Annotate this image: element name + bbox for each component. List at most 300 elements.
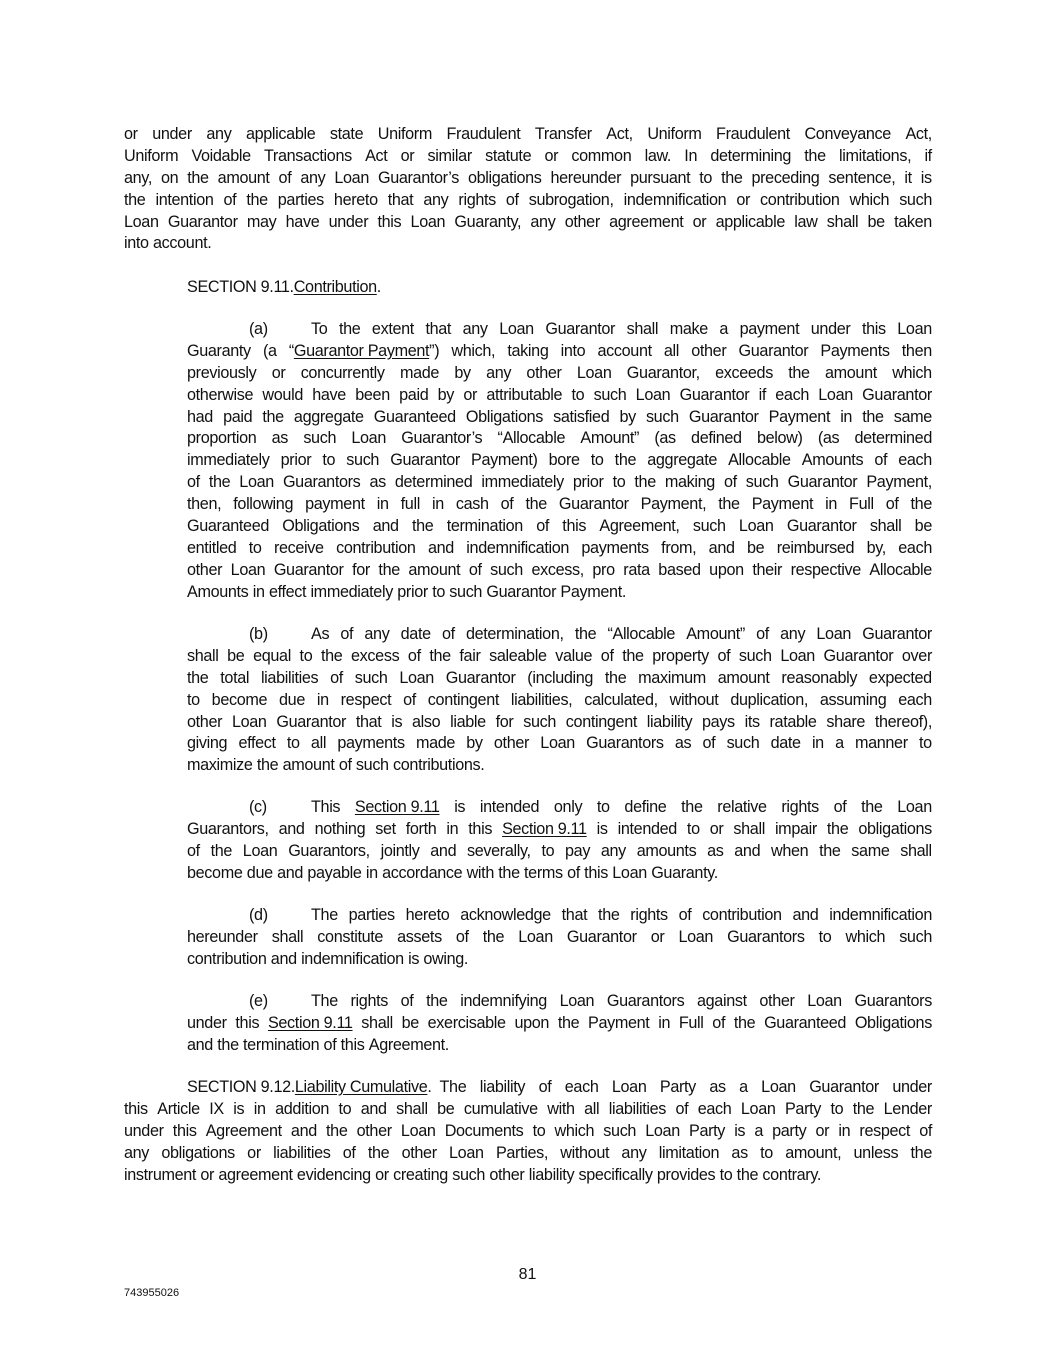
section-9-11-heading: [187, 277, 381, 299]
word: [224, 190, 237, 212]
word: [558, 1013, 579, 1035]
word: [707, 841, 723, 863]
word-text: terms: [524, 863, 563, 882]
word-text: to: [686, 819, 700, 838]
word-text: the: [733, 1013, 756, 1032]
word: [703, 733, 716, 755]
word-text: pursuant: [630, 168, 691, 187]
word-text: due: [246, 863, 273, 882]
word: [391, 712, 402, 734]
word: [691, 341, 726, 363]
word: [772, 1121, 806, 1143]
word: [679, 905, 692, 927]
word: [153, 233, 211, 255]
word-text: respect: [340, 690, 392, 709]
word-text: Obligations: [465, 407, 544, 426]
word: [274, 538, 324, 560]
word-text: Article: [157, 1099, 200, 1118]
word: [334, 168, 369, 190]
word: [501, 494, 514, 516]
clause-a: [187, 319, 932, 604]
word: [898, 538, 932, 560]
word-text: aggregate: [293, 407, 364, 426]
word: [124, 233, 149, 255]
word: [618, 819, 677, 841]
word-text: the: [187, 668, 209, 687]
word: [395, 472, 473, 494]
word: [840, 407, 852, 429]
word: [471, 450, 537, 472]
word: [356, 712, 382, 734]
word: [253, 582, 265, 604]
word-text: in: [316, 690, 329, 709]
word-text: Loan: [540, 734, 575, 753]
word-text: law: [794, 212, 818, 231]
word: [406, 819, 437, 841]
word-text: the: [124, 190, 146, 209]
word: [634, 472, 655, 494]
word-text: Guarantor: [809, 1078, 879, 1096]
word: [687, 819, 700, 841]
word: [187, 646, 219, 668]
word: [855, 428, 933, 450]
word: [689, 1121, 725, 1143]
word-text: in: [365, 863, 378, 882]
word-text: shall: [900, 841, 932, 860]
word-text: and: [360, 1099, 387, 1118]
word-text: The: [311, 992, 338, 1010]
word: [364, 624, 389, 646]
word-text: the: [819, 841, 841, 860]
word: [432, 494, 444, 516]
word-text: satisfied: [553, 407, 610, 426]
word: [200, 1165, 214, 1187]
word: [378, 560, 399, 582]
word-text: share: [826, 712, 866, 731]
word: [356, 755, 389, 777]
word-text: or: [736, 190, 751, 209]
word-text: payments: [337, 734, 405, 753]
word: [397, 582, 428, 604]
word-text: of: [567, 863, 580, 882]
word: [283, 472, 360, 494]
word: [869, 560, 932, 582]
word-text: to: [532, 1121, 546, 1140]
word: [343, 1143, 356, 1165]
word-text: “Allocable: [607, 625, 676, 643]
word: [498, 863, 519, 885]
word: [905, 124, 932, 146]
word: [562, 905, 588, 927]
word: [124, 146, 178, 168]
word: [124, 1165, 196, 1187]
word-text: contribution: [187, 949, 267, 968]
text-line: [187, 363, 932, 385]
word: [287, 733, 300, 755]
word: [496, 1143, 548, 1165]
word-text: amount,: [785, 1143, 842, 1162]
word-text: Payment,: [866, 473, 932, 492]
word: [247, 212, 277, 234]
word: [277, 863, 303, 885]
text-line: [124, 212, 932, 234]
word: [702, 712, 735, 734]
word: [402, 1143, 437, 1165]
word: [124, 212, 159, 234]
word-text: maximum: [638, 668, 706, 687]
word-text: a: [739, 1078, 748, 1096]
first-line-text: [311, 319, 932, 341]
word-text: of: [403, 690, 416, 709]
word: [321, 646, 342, 668]
text-line: [187, 733, 932, 755]
word: [352, 560, 370, 582]
word: [187, 668, 208, 690]
word-text: the: [187, 168, 209, 187]
text-line: [187, 991, 932, 1013]
word: [173, 1121, 197, 1143]
word: [124, 1121, 164, 1143]
word-text: the: [861, 798, 883, 816]
word: [401, 428, 482, 450]
text-line: [124, 1143, 932, 1165]
word: [311, 319, 327, 341]
word: [357, 1121, 392, 1143]
word: [408, 949, 419, 971]
word-text: of: [874, 451, 888, 470]
word: [157, 1099, 200, 1121]
word-text: such: [593, 385, 627, 404]
word: [716, 124, 790, 146]
word-text: is: [920, 168, 932, 187]
word-text: Payment: [768, 407, 831, 426]
word-text: the: [326, 1121, 348, 1140]
word-text: Party: [689, 1121, 726, 1140]
word: [622, 646, 643, 668]
word: [486, 363, 511, 385]
word-text: rights: [458, 190, 496, 209]
word: [660, 1077, 696, 1099]
word-text: Loan: [124, 212, 159, 231]
word: [862, 385, 932, 407]
word-text: Loan: [231, 712, 267, 731]
word: [638, 668, 706, 690]
word-text: indemnifying: [460, 992, 547, 1010]
word-text: paid: [399, 385, 429, 404]
word-text: this: [340, 1035, 365, 1054]
word: [486, 582, 556, 604]
word-text: Guarantor: [545, 320, 616, 338]
word-text: of: [278, 168, 292, 187]
word-text: Loan: [818, 385, 853, 404]
word-text: Guarantor,: [626, 363, 700, 382]
word-text: rights: [630, 906, 668, 924]
word-text: also: [412, 712, 441, 731]
word-text: of: [500, 495, 514, 514]
word: [565, 1077, 599, 1099]
text-line: [187, 690, 932, 712]
word-text: Full: [678, 1013, 704, 1032]
word: [812, 733, 824, 755]
word: [715, 363, 773, 385]
word-text: indemnification: [623, 190, 727, 209]
word-text: which: [554, 1121, 595, 1140]
word: [597, 797, 610, 819]
word: [788, 472, 858, 494]
word-text: Loan: [576, 363, 612, 382]
word-text: Conveyance: [804, 125, 891, 143]
word: [301, 363, 385, 385]
text-line: [187, 755, 932, 777]
word-text: Guarantor: [738, 341, 809, 360]
word: [624, 190, 727, 212]
word: [460, 905, 551, 927]
word-text: obligations: [161, 1143, 235, 1162]
word-text: manner: [854, 734, 908, 753]
word-text: is: [734, 1121, 746, 1140]
word-text: each: [898, 451, 932, 470]
word-text: to: [571, 385, 585, 404]
word-text: As: [311, 625, 330, 643]
word-text: exceeds: [715, 363, 773, 382]
word: [573, 472, 604, 494]
word: [630, 168, 690, 190]
word-text: Fraudulent: [446, 125, 521, 143]
word: [915, 516, 932, 538]
word-text: set: [375, 819, 396, 838]
word-text: termination: [243, 1035, 320, 1054]
word: [124, 190, 145, 212]
word: [438, 385, 454, 407]
word-text: the: [246, 190, 268, 209]
word: [447, 124, 521, 146]
word: [211, 841, 232, 863]
word: [366, 863, 378, 885]
word-text: hereunder: [187, 927, 258, 946]
word: [511, 690, 572, 712]
word-text: the: [256, 756, 279, 775]
word-text: Loan: [780, 646, 815, 665]
word: [555, 1121, 595, 1143]
word-text: or: [271, 363, 286, 382]
word-text: of: [702, 734, 716, 753]
word: [489, 1165, 524, 1187]
word: [339, 319, 360, 341]
word-text: other: [187, 560, 223, 579]
word: [727, 927, 804, 949]
word-text: defined: [691, 429, 742, 448]
word: [859, 1121, 910, 1143]
word-text: contribution: [336, 538, 416, 557]
word: [855, 1013, 932, 1035]
word: [693, 212, 707, 234]
text-line: [187, 341, 932, 363]
word-text: account: [597, 341, 652, 360]
word: [754, 1121, 763, 1143]
word: [911, 1143, 932, 1165]
word-text: Loan: [611, 1078, 647, 1096]
word-text: total: [220, 668, 250, 687]
word-text: Loan: [897, 798, 932, 816]
word: [580, 428, 639, 450]
word-text: in: [840, 407, 853, 426]
text-line: [187, 905, 932, 927]
word-text: such: [354, 668, 388, 687]
word: [899, 927, 932, 949]
word: [709, 560, 744, 582]
word: [324, 1035, 337, 1057]
word: [886, 494, 899, 516]
word-text: by: [619, 407, 636, 426]
word-text: liability: [646, 712, 693, 731]
word: [651, 927, 665, 949]
word: [238, 733, 275, 755]
word-text: Loan: [518, 927, 553, 946]
word: [794, 212, 817, 234]
word-text: Loan: [897, 320, 932, 338]
word: [257, 755, 278, 777]
word-text: Guarantor: [862, 625, 932, 643]
word: [675, 733, 691, 755]
word: [187, 582, 248, 604]
word: [351, 646, 399, 668]
word-text: Guaranty.: [651, 863, 718, 882]
word-text: the: [210, 841, 233, 860]
word: [661, 538, 696, 560]
word: [187, 1013, 227, 1035]
word: [464, 1099, 538, 1121]
word: [584, 863, 608, 885]
word-text: of: [342, 1143, 356, 1162]
word: [761, 1077, 796, 1099]
word: [187, 472, 200, 494]
word: [734, 841, 760, 863]
word-text: in: [825, 495, 838, 514]
word-text: the: [429, 646, 451, 665]
word: [839, 146, 911, 168]
word: [609, 1099, 666, 1121]
word: [752, 560, 782, 582]
word-text: as: [709, 1078, 726, 1096]
word-text: Act: [365, 146, 388, 165]
word-text: in: [811, 734, 824, 753]
word-text: Payment: [588, 1013, 650, 1032]
word: [278, 190, 324, 212]
word: [311, 733, 326, 755]
word-text: cash: [455, 495, 489, 514]
word: [374, 407, 456, 429]
word: [594, 385, 627, 407]
word-text: be: [437, 1099, 455, 1118]
word-text: termination: [446, 517, 523, 536]
word: [187, 949, 267, 971]
word-text: extent: [371, 320, 414, 338]
word-text: be: [914, 517, 932, 536]
word: [838, 1121, 850, 1143]
word-text: Uniform: [377, 125, 432, 143]
word-text: the: [910, 1143, 932, 1162]
text-line: [187, 863, 932, 885]
word: [665, 472, 715, 494]
word-text: when: [771, 841, 809, 860]
word: [601, 646, 614, 668]
word-text: other: [187, 712, 223, 731]
word-text: Party: [784, 1099, 822, 1118]
word: [921, 168, 932, 190]
word: [730, 690, 808, 712]
word: [802, 450, 863, 472]
cross-reference: Guarantor Payment: [293, 341, 430, 360]
word: [168, 212, 238, 234]
word: [268, 1013, 353, 1035]
word: [466, 624, 564, 646]
word-text: determining: [710, 146, 792, 165]
word-text: obligations: [467, 168, 542, 187]
word: [279, 819, 305, 841]
word: [911, 494, 932, 516]
word-text: any: [300, 168, 326, 187]
word: [481, 472, 564, 494]
word: [862, 319, 886, 341]
word: [355, 797, 440, 819]
text-line: [187, 668, 932, 690]
word-text: this: [235, 1013, 260, 1032]
word: [586, 733, 663, 755]
word: [788, 363, 809, 385]
word-text: the: [411, 517, 434, 536]
word-text: the: [721, 168, 743, 187]
word: [247, 1143, 261, 1165]
word: [227, 646, 244, 668]
word-text: account.: [153, 234, 212, 253]
word-text: that: [425, 320, 452, 338]
word: [693, 516, 726, 538]
word: [894, 212, 932, 234]
word-text: prior: [572, 473, 604, 492]
word: [709, 1077, 725, 1099]
word: [261, 668, 318, 690]
word: [792, 905, 818, 927]
word: [579, 1165, 653, 1187]
word-text: Loan: [242, 841, 278, 860]
word-text: Loan: [645, 1121, 680, 1140]
word: [609, 212, 683, 234]
word-text: make: [669, 320, 708, 338]
word-text: date: [770, 734, 801, 753]
word: [870, 516, 902, 538]
word-text: Guarantor: [390, 451, 460, 470]
word-text: party: [772, 1121, 807, 1140]
word-text: by,: [866, 538, 886, 557]
word-text: and: [270, 949, 297, 968]
word: [369, 1035, 449, 1057]
word: [924, 146, 931, 168]
word: [588, 1013, 649, 1035]
word-text: each: [697, 1099, 732, 1118]
word-text: owing.: [423, 949, 469, 968]
word-text: to: [248, 538, 262, 557]
word: [771, 733, 801, 755]
word: [485, 146, 531, 168]
word-text: any: [124, 1143, 150, 1162]
word: [494, 733, 529, 755]
word: [851, 841, 889, 863]
word-text: (a: [262, 341, 277, 360]
word: [734, 1121, 745, 1143]
word-text: Loan: [761, 1078, 796, 1096]
word-text: their: [752, 560, 783, 579]
word: [217, 1035, 238, 1057]
